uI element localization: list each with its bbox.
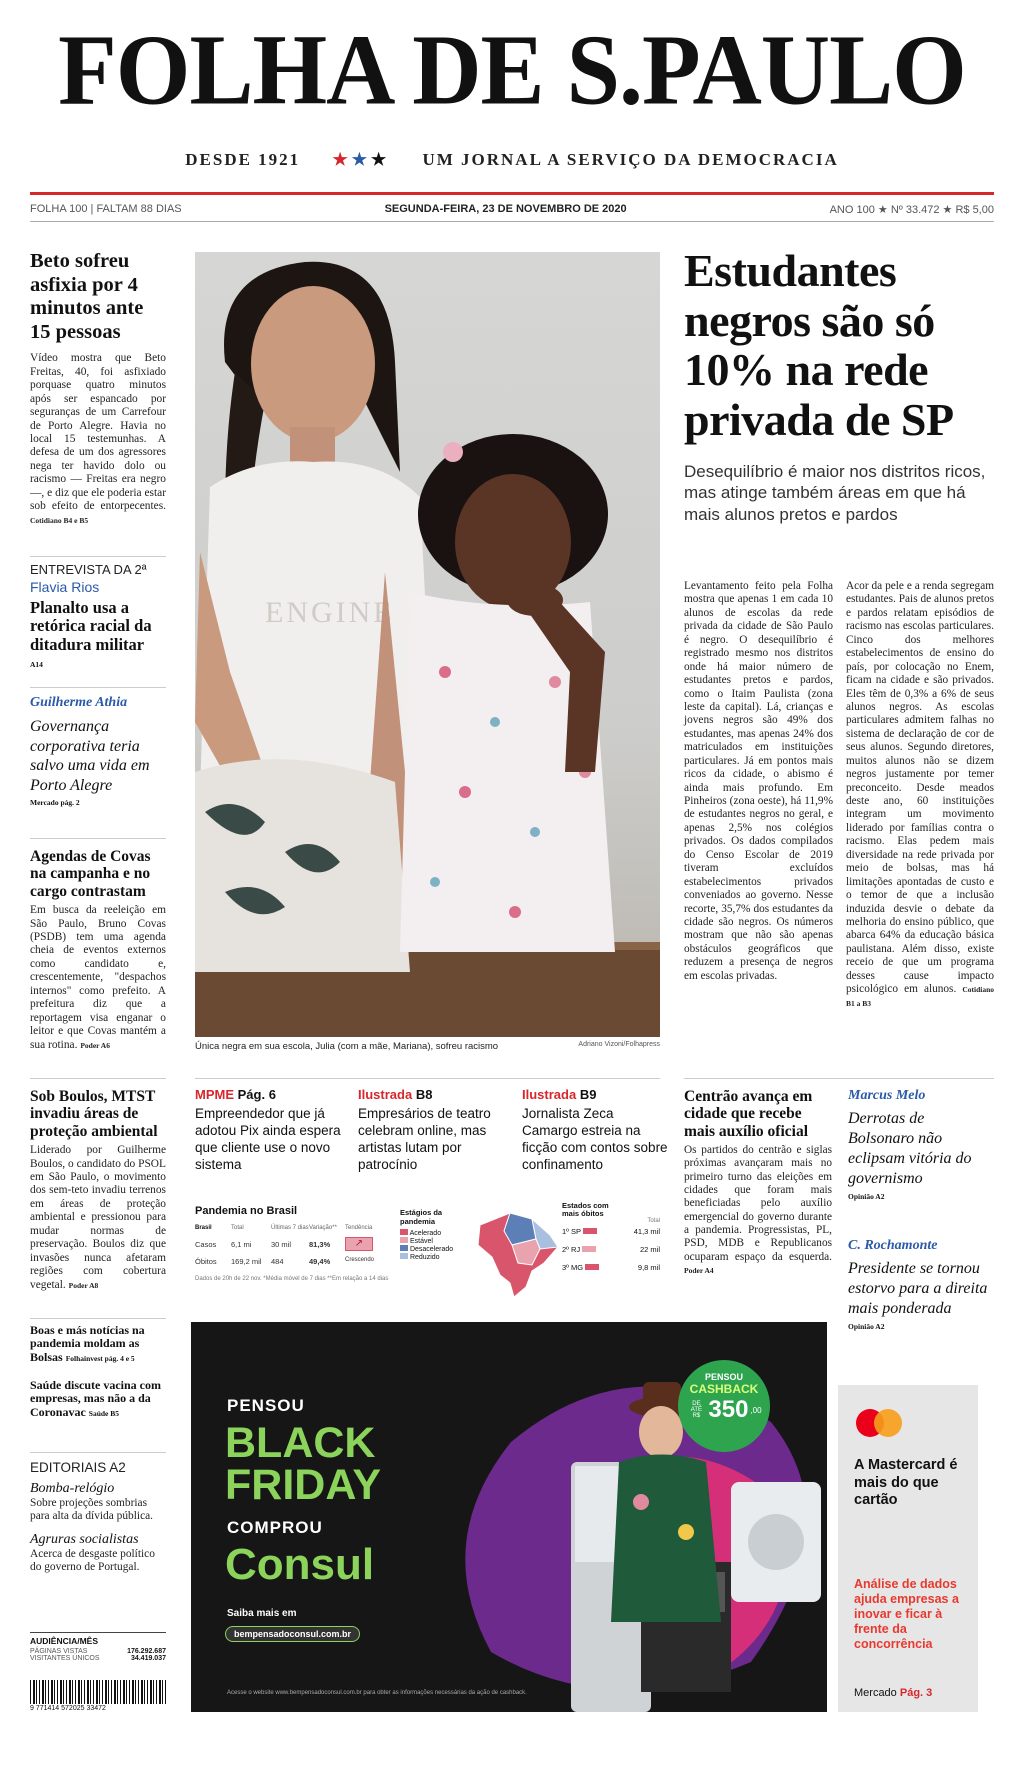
audiencia-label: VISITANTES ÚNICOS bbox=[30, 1655, 100, 1662]
svg-text:ENGINE: ENGINE bbox=[265, 596, 395, 629]
teaser[interactable] bbox=[195, 1087, 345, 1174]
teaser[interactable] bbox=[522, 1087, 672, 1174]
dateline-date: SEGUNDA-FEIRA, 23 DE NOVEMBRO DE 2020 bbox=[384, 203, 627, 215]
audiencia-value: 34.419.037 bbox=[130, 1655, 166, 1662]
main-deck: Desequilíbrio é maior nos distritos ricos, mas atinge também áreas em que há mais alunos pretos e pardos bbox=[684, 461, 986, 525]
main-photo[interactable] bbox=[195, 252, 660, 1037]
pandemia-footnote: Dados de 20h de 22 nov. *Média móvel de 7 dias **Em relação a 14 dias bbox=[195, 1276, 389, 1282]
rocha-column[interactable] bbox=[848, 1238, 994, 1331]
mastercard-box[interactable] bbox=[838, 1385, 978, 1712]
saude-story[interactable] bbox=[30, 1379, 166, 1419]
barcode-number: 9 771414 572025 33472 bbox=[30, 1705, 106, 1712]
teaser-text[interactable]: Empresários de teatro celebram online, mas artistas lutam por patrocínio bbox=[358, 1106, 491, 1172]
rocha-credit: Opinião A2 bbox=[848, 1322, 885, 1331]
entrevista-headline[interactable]: Planalto usa a retórica racial da ditadura militar bbox=[30, 598, 152, 654]
editorial-text: Acerca de desgaste político do governo de Portugal. bbox=[30, 1547, 155, 1574]
mastercard-promo[interactable]: Análise de dados ajuda empresas a inovar e ficar à frente da concorrência bbox=[854, 1577, 959, 1651]
dateline-right: ANO 100 ★ Nº 33.472 ★ R$ 5,00 bbox=[829, 203, 994, 216]
editoriais-title: EDITORIAIS A2 bbox=[30, 1460, 126, 1475]
photo-caption bbox=[195, 1041, 660, 1052]
photo-illustration bbox=[195, 252, 660, 1037]
caption-text: Única negra em sua escola, Julia (com a mãe, Mariana), sofreu racismo bbox=[195, 1041, 499, 1052]
photo-credit: Adriano Vizoni/Folhapress bbox=[578, 1041, 660, 1048]
states-table: Estados com mais óbitos Total 1º SP 41,3 mil 2º RJ 22 mil 3º MG 9,8 mil bbox=[562, 1201, 660, 1272]
rocha-headline[interactable]: Presidente se tornou estorvo para a direita mais ponderada bbox=[848, 1260, 988, 1317]
centrao-headline[interactable]: Centrão avança em cidade que recebe mais auxílio oficial bbox=[684, 1088, 813, 1140]
masthead-title[interactable]: FOLHA DE S.PAULO bbox=[58, 13, 966, 126]
athia-column[interactable] bbox=[30, 695, 166, 807]
melo-author: Marcus Melo bbox=[848, 1088, 926, 1103]
dateline-rule bbox=[30, 221, 994, 222]
top-rule bbox=[30, 192, 994, 195]
athia-headline[interactable]: Governança corporativa teria salvo uma vida em Porto Alegre bbox=[30, 718, 150, 794]
masthead-tagline bbox=[0, 150, 1024, 170]
editoriais[interactable] bbox=[30, 1460, 166, 1575]
beto-story[interactable] bbox=[30, 250, 166, 527]
editorial-text: Sobre projeções sombrias para alta da dívida pública. bbox=[30, 1497, 154, 1523]
editorial-title[interactable]: Agruras socialistas bbox=[30, 1531, 139, 1547]
boas-text: Boas e más notícias na pandemia moldam as Bolsas Folhainvest pág. 4 e 5 bbox=[30, 1323, 145, 1364]
ad-pensou: PENSOU bbox=[227, 1396, 305, 1415]
main-col2: Acor da pele e a renda segregam estudantes. Pais de alunos pretos e pardos relatam episódios de racismo nas escolas particulares. Cinco dos melhores estabelecimentos de ensino do país, por colocação no Enem, ficam na cidade e são privados. Eles têm de 0,3% a 6% de seus alunos negros. As escolas particulares admitem falhas no sistema de declaração de cor de seus alunos. Segundo diretores, muitos alunos não se dizem negros justamente por temer preconceito. Desde meados deste ano, 60 instituições integram um movimento liderado por famílias contra o racismo. Elas pedem mais diversidade na rede privada por meio de bolsas, mas há limitações apontadas de custo e o temor de que a inclusão induzida desvie o debate da melhoria do ensino público, que abarca 64% da educação básica paulistana. Além disso, existe receio de que um programa desses cause impacto psicológico em alunos. Cotidiano B1 a B3 bbox=[846, 580, 995, 1008]
divider bbox=[30, 556, 166, 557]
divider bbox=[195, 1078, 660, 1079]
entrevista-story[interactable] bbox=[30, 562, 166, 669]
divider bbox=[30, 1078, 166, 1079]
centrao-body: Os partidos do centrão e siglas próximas avançaram mais no primeiro turno das eleições em cidades que foram mais beneficiadas pelo auxílio emergencial do governo durante a pandemia. Progressistas, PL, PSD, MDB e Republicanos ocuparam espaço da esquerda. Poder A4 bbox=[684, 1144, 832, 1276]
main-story[interactable] bbox=[684, 246, 994, 526]
main-headline[interactable]: Estudantes negros são só 10% na rede privada de SP bbox=[684, 245, 954, 446]
divider bbox=[30, 1318, 166, 1319]
boulos-body: Liderado por Guilherme Boulos, o candidato do PSOL em São Paulo, o movimento dos sem-teto invadiu terrenos em áreas de proteção ambiental e pressionou para mudar normas de preservação. Boulos diz que invasões nunca afetaram regiões com cobertura vegetal. Poder A8 bbox=[30, 1144, 166, 1291]
mastercard-headline[interactable]: A Mastercard é mais do que cartão bbox=[854, 1457, 958, 1509]
pandemia-table: Pandemia no Brasil Brasil Total Últimas 7 dias Variação** Tendência Casos 6,1 mi 30 mil 81,3% ↗ Óbitos 169,2 mil 484 49,4% Crescendo Dados de 20h de 22 nov. *Média móvel de 7 dias **Em relação a 14 dias bbox=[195, 1205, 390, 1282]
ad-comprou: COMPROU bbox=[227, 1518, 323, 1537]
teaser-page: Pág. 6 bbox=[237, 1087, 276, 1102]
rocha-author: C. Rochamonte bbox=[848, 1238, 938, 1253]
audiencia-value: 176.292.687 bbox=[127, 1648, 166, 1655]
pandemia-row: Óbitos 169,2 mil 484 49,4% Crescendo bbox=[195, 1257, 375, 1266]
since: DESDE 1921 bbox=[185, 150, 301, 169]
athia-author: Guilherme Athia bbox=[30, 695, 128, 710]
saude-text: Saúde discute vacina com empresas, mas não a da Coronavac Saúde B5 bbox=[30, 1378, 162, 1419]
audiencia-title: AUDIÊNCIA/MÊS bbox=[30, 1636, 99, 1646]
mastercard-credit: Mercado Pág. 3 bbox=[854, 1687, 933, 1699]
melo-column[interactable] bbox=[848, 1088, 994, 1201]
trend-up-icon: ↗ bbox=[345, 1237, 373, 1251]
covas-body: Em busca da reeleição em São Paulo, Bruno Covas (PSDB) tem uma agenda cheia de eventos externos como candidato e, crescentemente, "despachos internos" como prefeito. A prefeitura diz que a reportagem visa enganar o leitor e que Covas mantém a sua rotina. Poder A6 bbox=[30, 904, 166, 1051]
ad-shapes bbox=[451, 1362, 827, 1712]
ad-black: BLACK bbox=[225, 1419, 376, 1467]
ad-saiba: Saiba mais em bbox=[227, 1608, 297, 1619]
consul-ad[interactable] bbox=[191, 1322, 827, 1712]
teaser-section: Ilustrada bbox=[522, 1087, 577, 1102]
mastercard-logo-icon bbox=[854, 1407, 904, 1439]
barcode bbox=[30, 1680, 166, 1718]
dateline bbox=[30, 198, 994, 220]
ad-fine-print: Acesse o website www.bempensadoconsul.com.br para obter as informações necessárias da ação de cashback. bbox=[227, 1690, 527, 1696]
brazil-map bbox=[470, 1205, 565, 1300]
teaser-text[interactable]: Empreendedor que já adotou Pix ainda espera que cliente use o novo sistema bbox=[195, 1106, 341, 1172]
divider bbox=[684, 1078, 994, 1079]
teaser-section: Ilustrada bbox=[358, 1087, 413, 1102]
editorial-title[interactable]: Bomba-relógio bbox=[30, 1481, 115, 1496]
pandemia-row: Casos 6,1 mi 30 mil 81,3% ↗ bbox=[195, 1237, 390, 1251]
divider bbox=[30, 687, 166, 688]
covas-headline[interactable]: Agendas de Covas na campanha e no cargo contrastam bbox=[30, 848, 151, 900]
motto: UM JORNAL A SERVIÇO DA DEMOCRACIA bbox=[422, 150, 839, 169]
stars-icon: ★★★ bbox=[332, 150, 391, 169]
boulos-story[interactable] bbox=[30, 1088, 166, 1292]
boulos-headline[interactable]: Sob Boulos, MTST invadiu áreas de proteção ambiental bbox=[30, 1088, 158, 1140]
ad-url-link[interactable]: bempensadoconsul.com.br bbox=[225, 1626, 360, 1642]
beto-headline[interactable]: Beto sofreu asfixia por 4 minutos ante 15 pessoas bbox=[30, 250, 144, 343]
beto-body: Vídeo mostra que Beto Freitas, 40, foi asfixiado porquase quatro minutos após ser espancado por seguranças de um Carrefour de Porto Alegre. Havia no local 15 testemunhas. A defesa de um dos agressores nega ter havido dolo ou racismo — Freitas era negro —, e diz que ele poderia estar sob efeito de entorpecentes. Cotidiano B4 e B5 bbox=[30, 352, 166, 525]
boas-story[interactable] bbox=[30, 1324, 166, 1364]
main-col1: Levantamento feito pela Folha mostra que apenas 1 em cada 10 alunos de escolas da rede privada da cidade de São Paulo é negro. O desequilíbrio é registrado mesmo nos distritos onde há maior número de estudantes pretos e pardos, como o Itaim Paulista (zona leste da capital). Lá, crianças e jovens negros são 49% dos estudantes, mas apenas 24% dos matriculados em instituições particulares. Já em pontos mais ricos da cidade, o abismo é ainda mais profundo. Em Pinheiros (zona oeste), há 11,9% de estudantes negros no geral, e apenas 2,5% nos colégios privados. Os dados compilados do Censo Escolar de 2019 tiveram excluídos estabelecimentos privados conveniados ao governo. Nesse recorte, 35,7% dos estudantes da cidade são negros. Os números mostram que não são apenas obstáculos geográficos que reduzem a presença de negros em escolas privadas. bbox=[684, 580, 833, 982]
teaser-page: B8 bbox=[415, 1087, 433, 1102]
teaser[interactable] bbox=[358, 1087, 508, 1174]
covas-story[interactable] bbox=[30, 848, 166, 1052]
entrevista-kicker: ENTREVISTA DA 2ª bbox=[30, 562, 147, 577]
entrevista-credit: A14 bbox=[30, 660, 43, 670]
dateline-left: FOLHA 100 | FALTAM 88 DIAS bbox=[30, 203, 182, 215]
melo-headline[interactable]: Derrotas de Bolsonaro não eclipsam vitória do governismo bbox=[848, 1110, 972, 1187]
centrao-story[interactable] bbox=[684, 1088, 832, 1277]
teaser-page: B9 bbox=[579, 1087, 597, 1102]
ad-brand: Consul bbox=[225, 1540, 375, 1589]
cashback-badge: PENSOU CASHBACK DE ATÉ R$ 350 ,00 bbox=[678, 1360, 770, 1452]
entrevista-name: Flavia Rios bbox=[30, 579, 100, 595]
athia-credit: Mercado pág. 2 bbox=[30, 798, 80, 808]
ad-friday: FRIDAY bbox=[225, 1461, 382, 1509]
divider bbox=[30, 1452, 166, 1453]
divider bbox=[30, 838, 166, 839]
pandemia-title: Pandemia no Brasil bbox=[195, 1205, 298, 1217]
teaser-section: MPME bbox=[195, 1087, 234, 1102]
pandemia-legend: Estágios da pandemia Acelerado Estável Desacelerado Reduzido bbox=[400, 1208, 454, 1261]
teaser-text[interactable]: Jornalista Zeca Camargo estreia na ficção com contos sobre confinamento bbox=[522, 1106, 668, 1172]
audiencia-label: PÁGINAS VISTAS bbox=[30, 1648, 88, 1655]
audiencia bbox=[30, 1632, 166, 1662]
melo-credit: Opinião A2 bbox=[848, 1192, 885, 1201]
